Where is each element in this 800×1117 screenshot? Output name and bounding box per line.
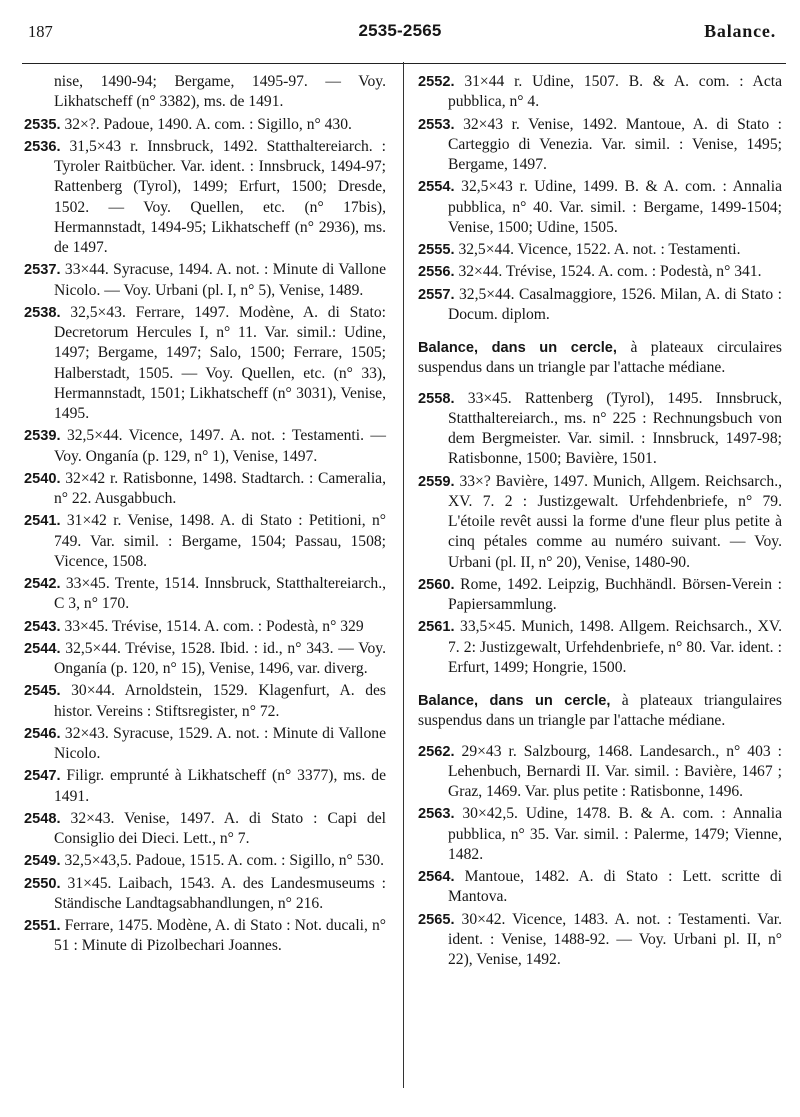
entry-text: 32×43 r. Venise, 1492. Mantoue, A. di Stato : Carteggio di Venezia. Var. simil. : Venise, 1495; Bergame, 1497.	[448, 115, 782, 173]
catalog-entry	[418, 240, 782, 260]
page-number: 187	[28, 22, 53, 41]
catalog-entry	[24, 766, 386, 807]
entry-text: 30×44. Arnoldstein, 1529. Klagenfurt, A. des histor. Vereins : Stiftsregister, n° 72.	[54, 682, 387, 720]
entry-number: 2544.	[24, 640, 61, 657]
entry-number: 2556.	[418, 264, 455, 281]
entry-number: 2565.	[418, 911, 455, 928]
catalog-entry	[418, 472, 782, 573]
entry-text: 33×45. Rattenberg (Tyrol), 1495. Innsbruck, Statthaltereiarch., ms. n° 225 : Rechnungsbuch von dem Bergmeister. Var. simil. : Innsbruck, 1497-98; Ratisbonne, 1500; Bavière, 1501.	[448, 389, 782, 468]
entry-text: Ferrare, 1475. Modène, A. di Stato : Not. ducali, n° 51 : Minute di Pizolbechari Joannes.	[54, 917, 386, 955]
entry-text: 32×?. Padoue, 1490. A. com. : Sigillo, n° 430.	[64, 115, 352, 133]
entry-text: nise, 1490-94; Bergame, 1495-97. — Voy. Likhatscheff (n° 3382), ms. de 1491.	[54, 73, 386, 111]
entry-text: 32,5×43. Ferrare, 1497. Modène, A. di Stato: Decretorum Hercules I, n° 11. Var. simil.: Udine, 1497; Bergame, 1497; Salo, 1500; Ferrare, 1505; Halberstadt, 1505. — Voy. Quellen, etc. (n° 33), Hermannstadt, 1501; Likhatscheff (n° 3031), Venise, 1495.	[54, 303, 386, 422]
entry-number: 2547.	[24, 768, 61, 785]
entry-text: 33×45. Trévise, 1514. A. com. : Podestà, n° 329	[64, 617, 364, 635]
catalog-entry	[24, 916, 386, 957]
entry-number: 2561.	[418, 619, 455, 636]
entry-number: 2543.	[24, 618, 61, 635]
entry-number: 2538.	[24, 304, 61, 321]
catalog-entry	[418, 910, 782, 971]
catalog-entry	[24, 681, 386, 722]
entry-text: 32,5×43 r. Udine, 1499. B. & A. com. : Annalia pubblica, n° 40. Var. simil. : Bergame, 1499-1504; Venise, 1500; Udine, 1505.	[448, 178, 782, 236]
catalog-entry	[418, 742, 782, 803]
entry-number: 2536.	[24, 138, 61, 155]
entry-range: 2535-2565	[358, 21, 442, 40]
catalog-entry	[24, 851, 386, 871]
left-column	[24, 72, 386, 959]
entry-group-circular-plates	[418, 389, 782, 679]
entry-text: 31×42 r. Venise, 1498. A. di Stato : Petitioni, n° 749. Var. simil. : Bergame, 1504; Passau, 1508; Vicence, 1508.	[54, 512, 386, 570]
section-heading-2	[418, 691, 782, 732]
catalog-entry	[24, 137, 386, 259]
section-heading-1-bold: Balance, dans un cercle,	[418, 340, 617, 356]
catalog-entry	[24, 809, 386, 850]
catalog-entry	[24, 574, 386, 615]
catalog-entry	[24, 303, 386, 425]
entry-number: 2539.	[24, 428, 61, 445]
entry-number: 2535.	[24, 116, 61, 133]
entry-number: 2562.	[418, 743, 455, 760]
section-heading-1-text: à plateaux circulaires suspendus dans un triangle par l'attache médiane.	[418, 339, 782, 377]
catalog-entry	[24, 426, 386, 467]
catalog-entry	[418, 575, 782, 616]
entry-text: 32×42 r. Ratisbonne, 1498. Stadtarch. : Cameralia, n° 22. Ausgabbuch.	[54, 469, 386, 507]
entry-text: 33×44. Syracuse, 1494. A. not. : Minute di Vallone Nicolo. — Voy. Urbani (pl. I, n° 5), Venise, 1489.	[54, 261, 386, 299]
entry-number: 2537.	[24, 262, 61, 279]
catalog-entry	[24, 115, 386, 135]
entry-text: 32,5×44. Trévise, 1528. Ibid. : id., n° 343. — Voy. Onganía (p. 120, n° 15), Venise, 1496, var. diverg.	[54, 639, 386, 677]
entry-number: 2540.	[24, 470, 61, 487]
entry-text: 33,5×45. Munich, 1498. Allgem. Reichsarch., XV. 7. 2: Justizgewalt, Urfehdenbriefe, n° 80. Var. ident. : Erfurt, 1499; Hongrie, 1500.	[448, 618, 782, 676]
catalog-entry	[418, 177, 782, 238]
entry-text: 30×42,5. Udine, 1478. B. & A. com. : Annalia pubblica, n° 35. Var. simil. : Palerme, 1479; Vienne, 1482.	[448, 805, 782, 863]
entry-text: 31,5×43 r. Innsbruck, 1492. Statthaltereiarch. : Tyroler Raitbücher. Var. ident. : Innsbruck, 1494-97; Rattenberg (Tyrol), 1499; Erfurt, 1500; Dresde, 1502. — Voy. Quellen, etc. (n° 17bis), Hermannstadt, 1494-95; Likhatscheff (n° 2936), ms. de 1497.	[54, 137, 386, 256]
catalog-entry	[418, 617, 782, 678]
entry-text: Rome, 1492. Leipzig, Buchhändl. Börsen-Verein : Papiersammlung.	[448, 575, 782, 613]
entry-number: 2560.	[418, 576, 455, 593]
entry-number: 2549.	[24, 853, 61, 870]
entry-number: 2546.	[24, 725, 61, 742]
catalog-entry	[24, 874, 386, 915]
catalog-entry	[418, 72, 782, 113]
running-title: Balance.	[704, 21, 776, 41]
entry-text: Filigr. emprunté à Likhatscheff (n° 3377), ms. de 1491.	[54, 767, 386, 805]
catalog-entry	[24, 639, 386, 680]
catalog-entry	[24, 617, 386, 637]
entry-text: 33×45. Trente, 1514. Innsbruck, Statthaltereiarch., C 3, n° 170.	[54, 575, 386, 613]
entry-number: 2557.	[418, 286, 455, 303]
entry-number: 2545.	[24, 683, 61, 700]
entry-number: 2558.	[418, 390, 455, 407]
entry-number: 2550.	[24, 875, 61, 892]
entry-text: 32,5×44. Casalmaggiore, 1526. Milan, A. di Stato : Docum. diplom.	[448, 285, 782, 323]
entry-text: 33×? Bavière, 1497. Munich, Allgem. Reichsarch., XV. 7. 2 : Justizgewalt. Urfehdenbriefe, n° 79. L'étoile revêt aussi la forme d'une fleur plus petite à cinq pétales comme au numéro suivant. — Voy. Urbani (pl. II, n° 20), Venise, 1480-90.	[448, 472, 782, 571]
entry-number: 2554.	[418, 179, 455, 196]
catalog-entry	[418, 285, 782, 326]
column-divider	[403, 62, 404, 1088]
entry-text: 30×42. Vicence, 1483. A. not. : Testamenti. Var. ident. : Venise, 1488-92. — Voy. Urbani pl. II, n° 22), Venise, 1492.	[448, 910, 782, 968]
entry-number: 2564.	[418, 869, 455, 885]
catalog-entry	[24, 724, 386, 765]
entry-number: 2552.	[418, 74, 455, 90]
section-heading-2-text: à plateaux triangulaires suspendus dans un triangle par l'attache médiane.	[418, 692, 782, 730]
entry-text: 32×44. Trévise, 1524. A. com. : Podestà, n° 341.	[458, 263, 762, 281]
section-heading-1	[418, 338, 782, 379]
catalog-entry	[24, 72, 386, 113]
entry-text: 32,5×44. Vicence, 1497. A. not. : Testamenti. — Voy. Onganía (p. 129, n° 1), Venise, 1497.	[54, 427, 386, 465]
entry-text: 31×45. Laibach, 1543. A. des Landesmuseums : Ständische Landtagsabhandlungen, n° 216.	[54, 874, 386, 912]
entry-number: 2563.	[418, 806, 455, 823]
section-heading-2-bold: Balance, dans un cercle,	[418, 693, 611, 709]
catalog-entry	[24, 260, 386, 301]
entry-text: 29×43 r. Salzbourg, 1468. Landesarch., n° 403 : Lehenbuch, Bernardi II. Var. simil. : Bavière, 1467 ; Graz, 1469. Var. plus petite : Ratisbonne, 1496.	[448, 742, 782, 800]
entry-text: 32,5×44. Vicence, 1522. A. not. : Testamenti.	[458, 241, 741, 258]
right-column	[418, 72, 782, 972]
entry-number: 2551.	[24, 918, 61, 934]
catalog-entry	[418, 867, 782, 908]
entry-text: Mantoue, 1482. A. di Stato : Lett. scritte di Mantova.	[448, 868, 782, 906]
catalog-entry	[24, 469, 386, 510]
catalog-entry	[418, 115, 782, 176]
entry-group-triangular-plates	[418, 742, 782, 971]
entry-text: 32×43. Syracuse, 1529. A. not. : Minute di Vallone Nicolo.	[54, 724, 386, 762]
entry-number: 2542.	[24, 576, 61, 592]
entry-group-balance	[418, 72, 782, 325]
header-rule	[22, 63, 786, 64]
page-header	[0, 16, 800, 56]
catalog-entry	[418, 262, 782, 282]
entry-number: 2553.	[418, 116, 455, 133]
entry-number: 2559.	[418, 473, 455, 490]
entry-number: 2555.	[418, 242, 455, 258]
entry-text: 32,5×43,5. Padoue, 1515. A. com. : Sigillo, n° 530.	[64, 852, 384, 870]
catalog-entry	[24, 511, 386, 572]
entry-text: 32×43. Venise, 1497. A. di Stato : Capi del Consiglio dei Dieci. Lett., n° 7.	[54, 809, 386, 847]
catalog-entry	[418, 389, 782, 470]
entry-number: 2548.	[24, 810, 61, 827]
entry-text: 31×44 r. Udine, 1507. B. & A. com. : Acta pubblica, n° 4.	[448, 73, 782, 111]
catalog-entry	[418, 804, 782, 865]
entry-number: 2541.	[24, 513, 61, 530]
